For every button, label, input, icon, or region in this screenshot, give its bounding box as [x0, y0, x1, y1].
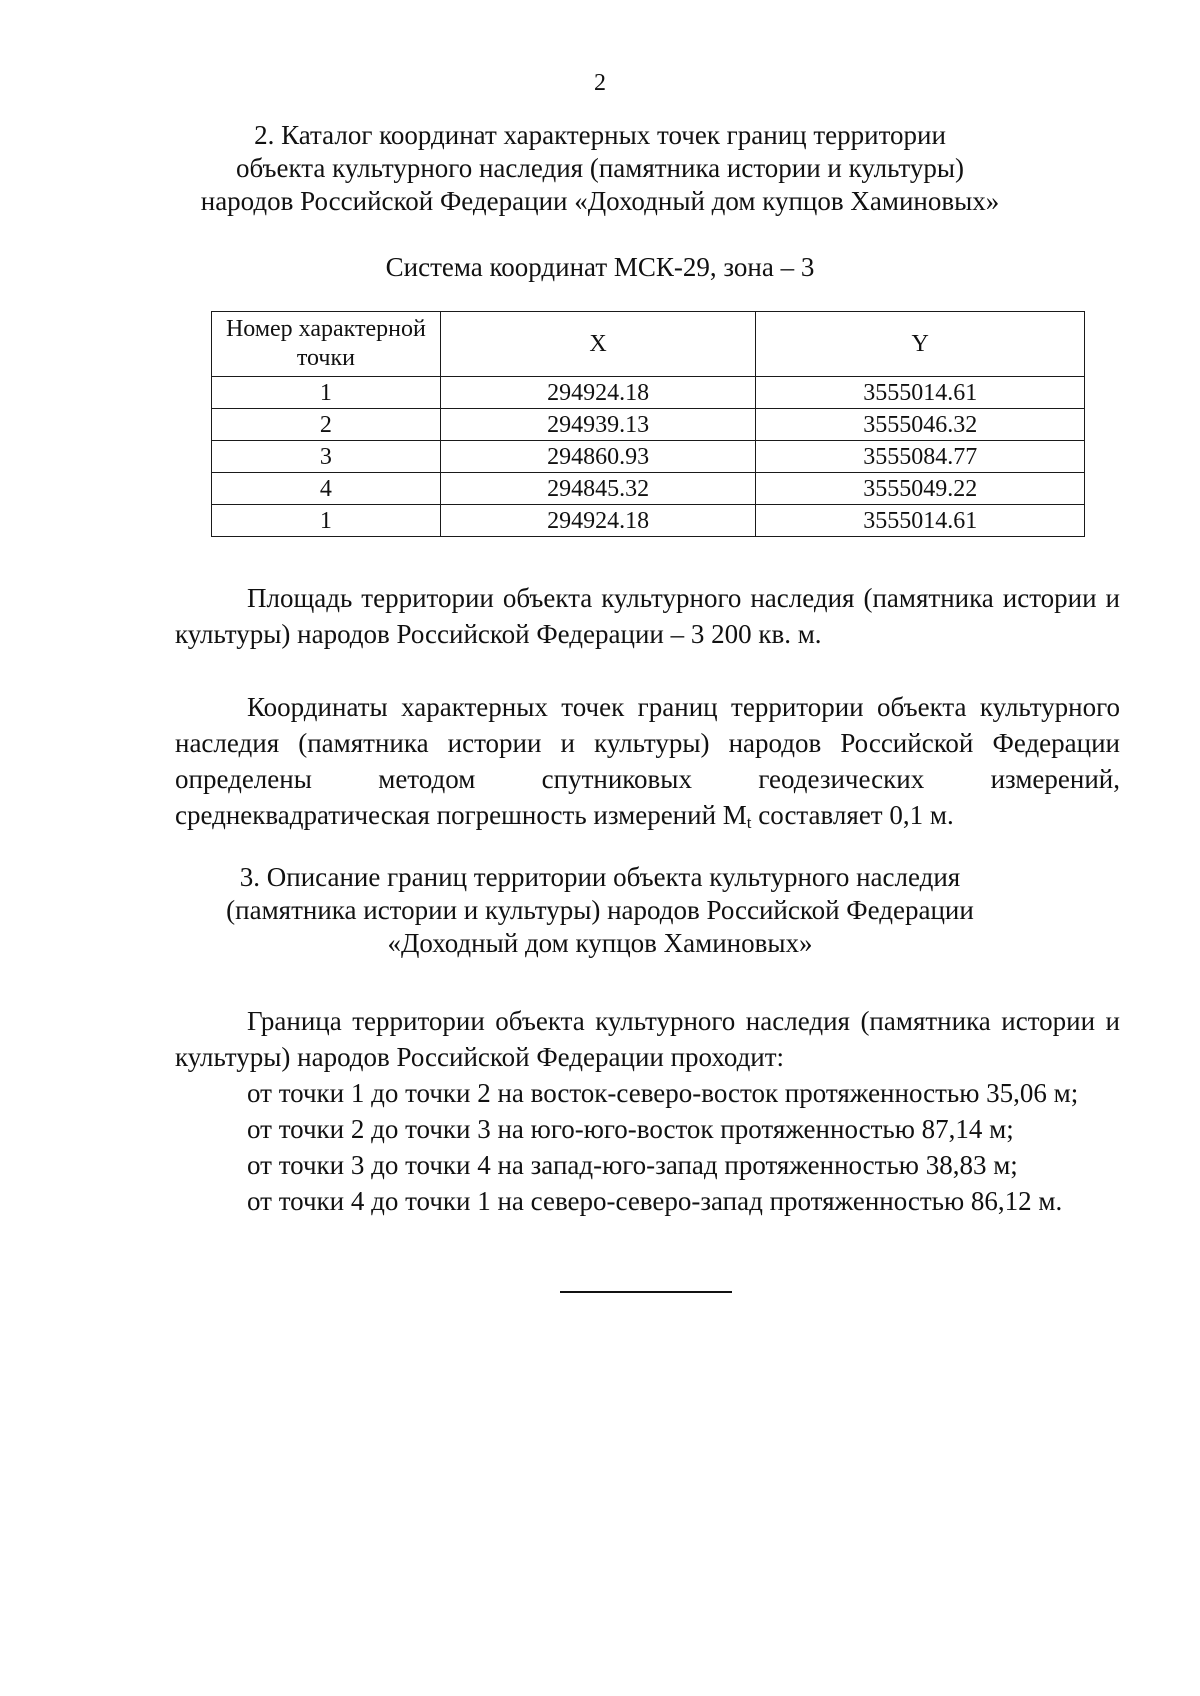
- cell-point: 1: [212, 377, 441, 409]
- table-row: [212, 377, 1085, 409]
- cell-point: 4: [212, 473, 441, 505]
- cell-x: 294924.18: [440, 505, 756, 537]
- boundary-segment: от точки 2 до точки 3 на юго-юго-восток протяженностью 87,14 м;: [247, 1114, 1014, 1144]
- section-3-heading: [0, 861, 1200, 960]
- table-row: [212, 473, 1085, 505]
- page-number: 2: [594, 70, 606, 96]
- cell-x: 294845.32: [440, 473, 756, 505]
- table-row: [212, 409, 1085, 441]
- cell-y: 3555046.32: [756, 409, 1085, 441]
- table-header-row: [212, 312, 1085, 377]
- cell-y: 3555084.77: [756, 441, 1085, 473]
- method-paragraph-text: [175, 689, 1120, 841]
- cell-x: 294860.93: [440, 441, 756, 473]
- cell-y: 3555014.61: [756, 377, 1085, 409]
- boundary-segment: от точки 4 до точки 1 на северо-северо-запад протяженностью 86,12 м.: [247, 1186, 1063, 1216]
- header-x: X: [440, 312, 756, 377]
- cell-point: 1: [212, 505, 441, 537]
- coordinates-table: [211, 311, 1085, 537]
- cell-x: 294924.18: [440, 377, 756, 409]
- method-subscript: t: [746, 813, 752, 832]
- method-paragraph: [175, 689, 1120, 841]
- area-paragraph: [175, 580, 1120, 652]
- header-y: Y: [756, 312, 1085, 377]
- cell-point: 3: [212, 441, 441, 473]
- section-3-heading-line: 3. Описание границ территории объекта культурного наследия: [239, 862, 961, 892]
- section-2-heading-line: объекта культурного наследия (памятника истории и культуры): [235, 153, 965, 183]
- cell-y: 3555049.22: [756, 473, 1085, 505]
- table-row: [212, 441, 1085, 473]
- boundary-paragraph: [175, 1003, 1120, 1219]
- cell-point: 2: [212, 409, 441, 441]
- boundary-segment: от точки 1 до точки 2 на восток-северо-восток протяженностью 35,06 м;: [247, 1078, 1079, 1108]
- method-text-before: Координаты характерных точек границ территории объекта культурного наследия (памятника истории и культуры) народов Российской Федерации определены методом спутниковых геодезических измерений, среднеквадратическая погрешность измерений M: [175, 692, 1120, 830]
- section-2-heading-line: 2. Каталог координат характерных точек границ территории: [254, 120, 946, 150]
- area-paragraph-text: Площадь территории объекта культурного наследия (памятника истории и культуры) народов Российской Федерации – 3 200 кв. м.: [175, 583, 1120, 649]
- cell-y: 3555014.61: [756, 505, 1085, 537]
- section-2-heading-line: народов Российской Федерации «Доходный дом купцов Хаминовых»: [200, 186, 1000, 216]
- boundary-segment: от точки 3 до точки 4 на запад-юго-запад протяженностью 38,83 м;: [247, 1150, 1018, 1180]
- table-row: [212, 505, 1085, 537]
- coordinate-system-caption: Система координат МСК-29, зона – 3: [385, 252, 815, 282]
- cell-x: 294939.13: [440, 409, 756, 441]
- end-of-document-rule: [560, 1291, 732, 1293]
- header-point-number: Номер характерной точки: [212, 312, 441, 377]
- section-3-heading-line: (памятника истории и культуры) народов Российской Федерации: [226, 895, 974, 925]
- boundary-intro: Граница территории объекта культурного наследия (памятника истории и культуры) народов Российской Федерации проходит:: [175, 1006, 1120, 1072]
- section-2-heading: [0, 119, 1200, 218]
- section-3-heading-line: «Доходный дом купцов Хаминовых»: [387, 928, 813, 958]
- method-text-after: составляет 0,1 м.: [751, 800, 954, 830]
